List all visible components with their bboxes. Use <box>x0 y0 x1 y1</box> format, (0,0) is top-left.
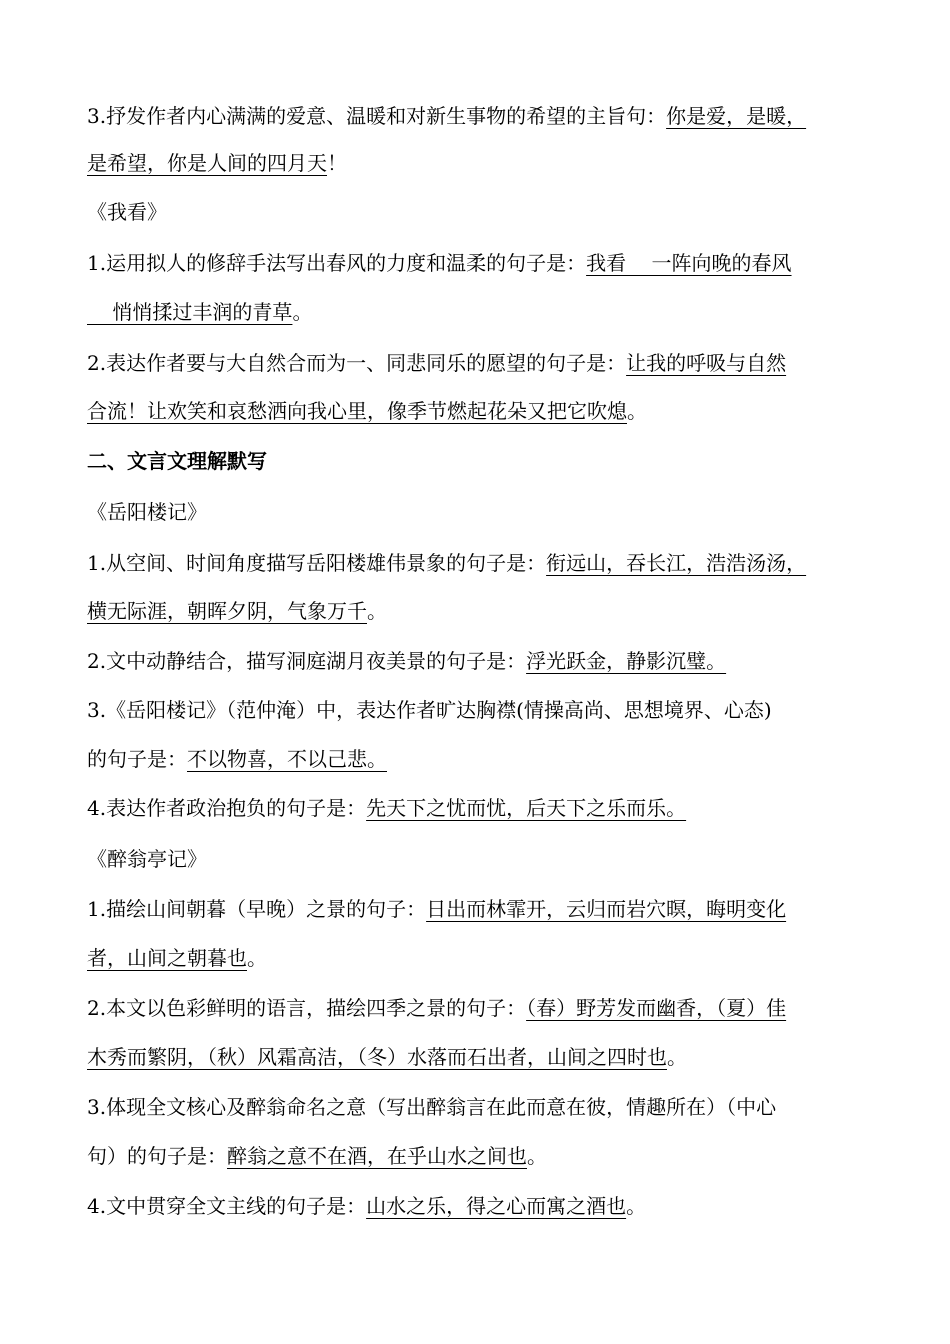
answer-text: 是希望，你是人间的四月天 <box>87 151 327 175</box>
line-2 <box>87 146 347 180</box>
line-5 <box>87 295 312 329</box>
line-text: 1.描绘山间朝暮（早晚）之景的句子： <box>87 897 427 921</box>
line-text: 句）的句子是： <box>87 1144 227 1168</box>
line-suffix: 。 <box>292 300 313 324</box>
line-suffix: 。 <box>367 599 387 623</box>
answer-text: 者，山间之朝暮也 <box>87 946 247 970</box>
line-11 <box>87 594 387 628</box>
line-suffix: 。 <box>667 1045 687 1069</box>
answer-text: （春）野芳发而幽香，（夏）佳 <box>526 996 787 1020</box>
line-18 <box>87 941 267 975</box>
line-10 <box>87 546 806 580</box>
line-suffix: 。 <box>626 1194 647 1218</box>
answer-text: 醉翁之意不在酒，在乎山水之间也 <box>227 1144 527 1168</box>
heading-text: 二、文言文理解默写 <box>87 449 267 473</box>
line-13 <box>87 693 772 727</box>
line-text: 2.表达作者要与大自然合而为一、同悲同乐的愿望的句子是： <box>87 351 627 375</box>
line-12 <box>87 644 726 678</box>
line-text: 2.文中动静结合，描写洞庭湖月夜美景的句子是： <box>87 649 527 673</box>
line-4 <box>87 246 792 280</box>
section-title-yueyanglou <box>87 495 207 529</box>
line-text: 3.抒发作者内心满满的爱意、温暖和对新生事物的希望的主旨句： <box>87 104 667 128</box>
answer-text: 山水之乐，得之心而寓之酒也 <box>366 1194 627 1218</box>
line-19 <box>87 991 786 1025</box>
line-14 <box>87 742 387 776</box>
section-title-zuiwengting <box>87 842 207 876</box>
line-text: 《岳阳楼记》 <box>87 500 207 524</box>
answer-text: 不以物喜，不以己悲。 <box>187 747 387 771</box>
line-17 <box>87 892 786 926</box>
line-text: 4.表达作者政治抱负的句子是： <box>87 796 367 820</box>
answer-text: 合流！让欢笑和哀愁洒向我心里，像季节燃起花朵又把它吹熄 <box>87 399 627 423</box>
answer-text: 木秀而繁阴，（秋）风霜高洁，（冬）水落而石出者，山间之四时也 <box>87 1045 667 1069</box>
section-title-wokan <box>87 195 167 229</box>
line-suffix: ！ <box>327 151 347 175</box>
answer-text: 悄悄揉过丰润的青草 <box>87 300 293 324</box>
line-text: 3.《岳阳楼记》（范仲淹）中，表达作者旷达胸襟(情操高尚、思想境界、心态) <box>87 698 772 722</box>
line-7 <box>87 394 647 428</box>
line-text: 1.从空间、时间角度描写岳阳楼雄伟景象的句子是： <box>87 551 547 575</box>
line-20 <box>87 1040 687 1074</box>
answer-text: 让我的呼吸与自然 <box>626 351 787 375</box>
answer-text: 横无际涯，朝晖夕阴，气象万千 <box>87 599 367 623</box>
answer-text: 先天下之忧而忧，后天下之乐而乐。 <box>366 796 687 820</box>
line-suffix: 。 <box>247 946 267 970</box>
line-text: 3.体现全文核心及醉翁命名之意（写出醉翁言在此而意在彼，情趣所在）（中心 <box>87 1095 777 1119</box>
section-heading-classical <box>87 444 267 478</box>
line-15 <box>87 791 686 825</box>
line-21 <box>87 1090 776 1124</box>
line-22 <box>87 1139 547 1173</box>
line-text: 4.文中贯穿全文主线的句子是： <box>87 1194 367 1218</box>
line-23 <box>87 1189 646 1223</box>
answer-text: 我看 一阵向晚的春风 <box>586 251 792 275</box>
line-text: 2.本文以色彩鲜明的语言，描绘四季之景的句子： <box>87 996 527 1020</box>
line-text: 的句子是： <box>87 747 187 771</box>
line-text: 1.运用拟人的修辞手法写出春风的力度和温柔的句子是： <box>87 251 587 275</box>
answer-text: 你是爱，是暖， <box>666 104 807 128</box>
answer-text: 衔远山，吞长江，浩浩汤汤， <box>546 551 807 575</box>
line-6 <box>87 346 786 380</box>
line-suffix: 。 <box>627 399 647 423</box>
line-1 <box>87 99 806 133</box>
line-text: 《醉翁亭记》 <box>87 847 207 871</box>
answer-text: 浮光跃金，静影沉璧。 <box>526 649 727 673</box>
line-suffix: 。 <box>527 1144 547 1168</box>
line-text: 《我看》 <box>87 200 167 224</box>
answer-text: 日出而林霏开，云归而岩穴暝，晦明变化 <box>426 897 787 921</box>
